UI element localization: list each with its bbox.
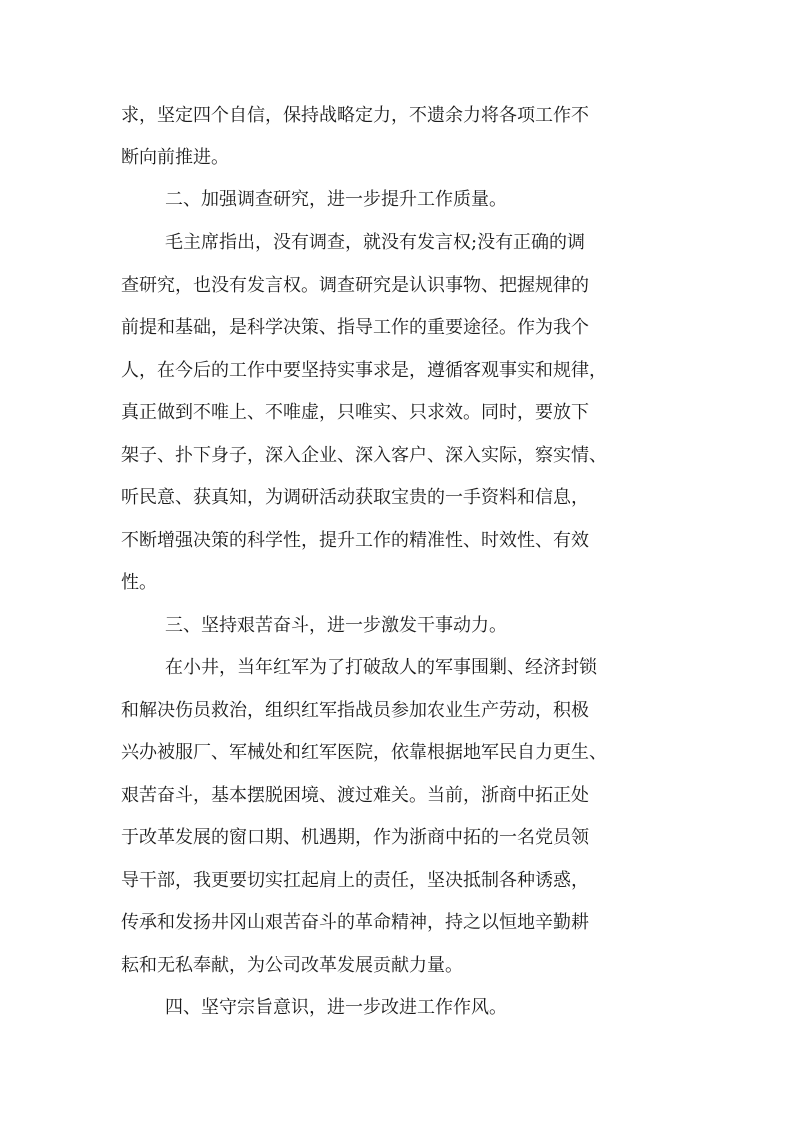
- paragraph-line: 耘和无私奉献，为公司改革发展贡献力量。: [121, 955, 463, 976]
- paragraph-line: 断向前推进。: [121, 147, 229, 168]
- paragraph-line: 架子、扑下身子，深入企业、深入客户、深入实际，察实情、: [121, 445, 607, 466]
- paragraph-line: 艰苦奋斗，基本摆脱困境、渡过难关。当前，浙商中拓正处: [121, 785, 589, 806]
- paragraph-line: 前提和基础，是科学决策、指导工作的重要途径。作为我个: [121, 317, 589, 338]
- paragraph-line: 毛主席指出，没有调查，就没有发言权;没有正确的调: [165, 232, 586, 253]
- section-heading: 三、坚持艰苦奋斗，进一步激发干事动力。: [165, 615, 507, 636]
- paragraph-line: 和解决伤员救治，组织红军指战员参加农业生产劳动，积极: [121, 700, 589, 721]
- section-heading: 四、坚守宗旨意识，进一步改进工作作风。: [165, 997, 507, 1018]
- paragraph-line: 查研究，也没有发言权。调查研究是认识事物、把握规律的: [121, 275, 589, 296]
- paragraph-line: 在小井，当年红军为了打破敌人的军事围剿、经济封锁: [165, 657, 597, 678]
- paragraph-line: 于改革发展的窗口期、机遇期，作为浙商中拓的一名党员领: [121, 827, 589, 848]
- paragraph-line: 听民意、获真知，为调研活动获取宝贵的一手资料和信息，: [121, 487, 589, 508]
- paragraph-line: 传承和发扬井冈山艰苦奋斗的革命精神，持之以恒地辛勤耕: [121, 912, 589, 933]
- paragraph-line: 性。: [121, 572, 157, 593]
- section-heading: 二、加强调查研究，进一步提升工作质量。: [165, 189, 507, 210]
- paragraph-line: 兴办被服厂、军械处和红军医院，依靠根据地军民自力更生、: [121, 742, 607, 763]
- paragraph-line: 真正做到不唯上、不唯虚，只唯实、只求效。同时，要放下: [121, 402, 589, 423]
- paragraph-line: 求，坚定四个自信，保持战略定力，不遗余力将各项工作不: [121, 105, 589, 126]
- paragraph-line: 不断增强决策的科学性，提升工作的精准性、时效性、有效: [121, 530, 589, 551]
- paragraph-line: 人，在今后的工作中要坚持实事求是，遵循客观事实和规律，: [121, 360, 607, 381]
- paragraph-line: 导干部，我更要切实扛起肩上的责任，坚决抵制各种诱惑，: [121, 870, 589, 891]
